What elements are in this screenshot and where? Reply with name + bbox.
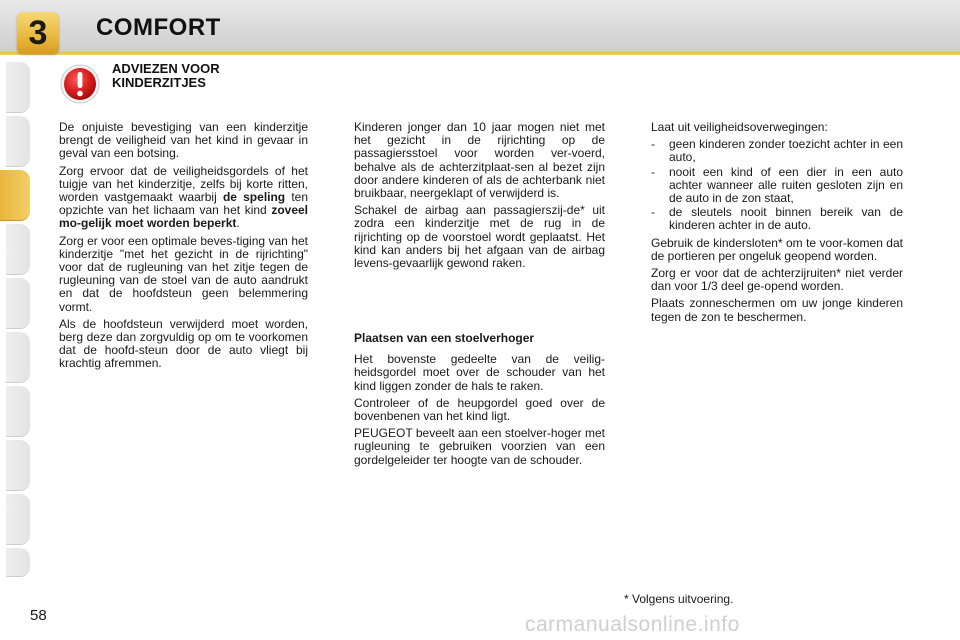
chapter-tab-3-active[interactable] xyxy=(0,170,30,221)
header-accent-line xyxy=(0,52,960,55)
column-middle-bottom xyxy=(354,332,605,471)
paragraph: Als de hoofdsteun verwijderd moet worden, berg deze dan zorgvuldig op om te voorkomen dat de hoofd-steun door de auto vliegt bij krachtig afremmen. xyxy=(59,316,308,371)
paragraph: Controleer of de heupgordel goed over de bovenbenen van het kind ligt. xyxy=(354,395,605,424)
list-item-text: geen kinderen zonder toezicht achter in een auto, xyxy=(669,137,903,165)
paragraph: PEUGEOT beveelt aan een stoelver-hoger met rugleuning te gebruiken voorzien van een gordelgeleider ter hoogte van de schouder. xyxy=(354,426,605,467)
column-left xyxy=(59,121,308,375)
section-title-line1: ADVIEZEN VOOR xyxy=(112,61,220,76)
list-item-text: de sleutels nooit binnen bereik van de kinderen achter in de auto. xyxy=(669,205,903,233)
subheading: Plaatsen van een stoelverhoger xyxy=(354,331,535,345)
section-title-line2: KINDERZITJES xyxy=(112,75,206,90)
watermark: carmanualsonline.info xyxy=(525,613,740,636)
chapter-tab-1[interactable] xyxy=(6,62,30,113)
page-number: 58 xyxy=(30,607,47,624)
chapter-tabs xyxy=(0,62,34,576)
emphasis: de speling xyxy=(222,190,286,205)
dash-marker: - xyxy=(651,164,655,179)
text-span: ten opzichte van het lichaam van het kind xyxy=(59,190,308,218)
column-middle-top xyxy=(354,121,605,274)
paragraph: Zorg er voor een optimale beves-tiging van het kinderzitje "met het gezicht in de rijrichting" voor dat de rugleuning van het zitje tegen de rugleuning van de stoel van de auto aandrukt en dat de hoofdsteun geen belemmering vormt. xyxy=(59,233,308,314)
paragraph: Schakel de airbag aan passagierszij-de* uit zodra een kinderzitje met de rug in de rijrichting op de voorstoel wordt geplaatst. Het kind kan anders bij het afgaan van de airbag levens-gevaarlijk gewond raken. xyxy=(354,203,605,271)
list-item xyxy=(651,206,903,232)
dash-marker: - xyxy=(651,205,655,220)
paragraph: Gebruik de kindersloten* om te voor-komen dat de portieren per ongeluk geopend worden. xyxy=(651,235,903,263)
paragraph: Kinderen jonger dan 10 jaar mogen niet met het gezicht in de rijrichting op de passagiersstoel voor worden ver-voerd, behalve als de achterzitplaat-sen al bezet zijn door andere kinderen of als de achterbank niet bruikbaar, neergeklapt of verwijderd is. xyxy=(354,120,605,201)
warning-icon xyxy=(60,64,100,104)
list-item xyxy=(651,166,903,206)
chapter-badge xyxy=(17,12,59,54)
chapter-tab-8[interactable] xyxy=(6,440,30,491)
paragraph xyxy=(59,165,308,231)
paragraph: Plaats zonneschermen om uw jonge kinderen tegen de zon te beschermen. xyxy=(651,296,903,324)
paragraph: Laat uit veiligheidsoverwegingen: xyxy=(651,120,828,134)
chapter-title: COMFORT xyxy=(96,14,221,41)
chapter-tab-9[interactable] xyxy=(6,494,30,545)
chapter-tab-2[interactable] xyxy=(6,116,30,167)
paragraph: Het bovenste gedeelte van de veilig-heidsgordel moet over de schouder van het kind liggen zonder de hals te raken. xyxy=(354,352,605,393)
chapter-tab-5[interactable] xyxy=(6,278,30,329)
chapter-tab-4[interactable] xyxy=(6,224,30,275)
chapter-tab-10[interactable] xyxy=(6,548,30,577)
chapter-tab-6[interactable] xyxy=(6,332,30,383)
chapter-tab-7[interactable] xyxy=(6,386,30,437)
column-right xyxy=(651,121,903,328)
emphasis: zoveel mo-gelijk moet worden beperkt xyxy=(59,203,308,231)
paragraph: Zorg er voor dat de achterzijruiten* niet verder dan voor 1/3 deel ge-opend worden. xyxy=(651,266,903,294)
footnote: * Volgens uitvoering. xyxy=(624,592,734,606)
chapter-number: 3 xyxy=(28,14,48,52)
text-span: Zorg ervoor dat de veiligheidsgordels of het tuigje van het kinderzitje, zelfs bij korte ritten, worden vastgemaakt waarbij xyxy=(59,163,308,205)
text-span: . xyxy=(236,216,240,231)
section-title xyxy=(112,62,312,90)
dash-marker: - xyxy=(651,137,655,152)
list-item xyxy=(651,138,903,164)
list-item-text: nooit een kind of een dier in een auto achter wanneer alle ruiten gesloten zijn en de auto in de zon staat, xyxy=(669,164,903,206)
paragraph: De onjuiste bevestiging van een kinderzitje brengt de veiligheid van het kind in gevaar in geval van een botsing. xyxy=(59,120,308,161)
